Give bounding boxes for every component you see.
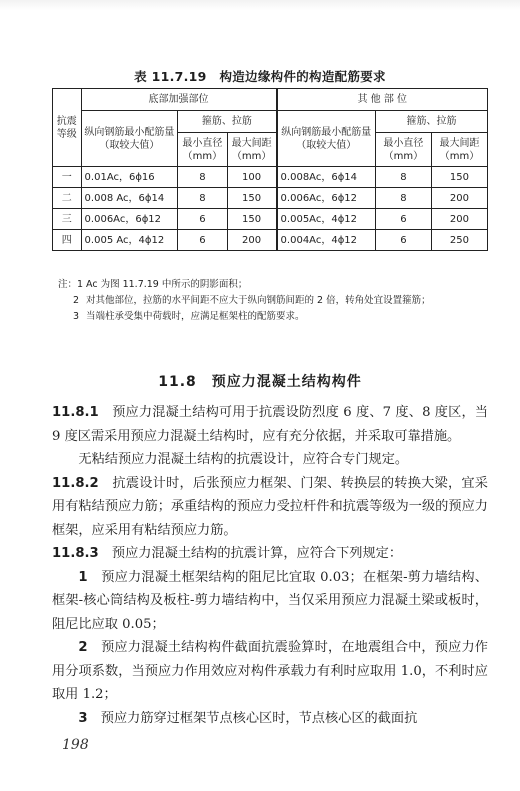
note-lead: 2 — [73, 295, 80, 306]
bottom-spacing-cell: 150 — [227, 209, 276, 230]
bottom-long-cell: 0.01Ac，6ϕ16 — [81, 167, 178, 188]
clause-paragraph — [52, 472, 488, 543]
clause-number: 11.8.3 — [52, 546, 99, 561]
other-dia-cell: 6 — [375, 209, 431, 230]
item-text: 预应力筋穿过框架节点核心区时，节点核心区的截面抗 — [87, 710, 418, 726]
clause-text: 抗震设计时，后张预应力框架、门架、转换层的转换大梁，宜采用有粘结预应力筋；承重结构的预应力受拉杆件和抗震等级为一级的预应力框架，应采用有粘结预应力筋。 — [52, 475, 488, 538]
other-long-cell: 0.005Ac，4ϕ12 — [277, 209, 376, 230]
scan-edge — [0, 0, 520, 10]
page-number: 198 — [62, 737, 89, 753]
bottom-long-cell: 0.006Ac，6ϕ12 — [81, 209, 178, 230]
table-row — [53, 209, 488, 230]
clause-paragraph — [52, 542, 488, 566]
bottom-dia-cell: 6 — [178, 230, 227, 251]
note-lead: 3 — [73, 311, 80, 322]
other-stirrup-header: 箍筋、拉筋 — [375, 111, 487, 133]
bottom-dia-cell: 8 — [178, 188, 227, 209]
bottom-long-bar-header: 纵向钢筋最小配筋量（取较大值） — [81, 111, 178, 167]
note-text: 当端柱承受集中荷载时，应满足框架柱的配筋要求。 — [86, 311, 305, 322]
grade-cell: 四 — [53, 230, 82, 251]
other-long-cell: 0.004Ac，4ϕ12 — [277, 230, 376, 251]
other-dia-cell: 6 — [375, 230, 431, 251]
bottom-spacing-cell: 200 — [227, 230, 276, 251]
table-row — [53, 167, 488, 188]
table-notes — [58, 277, 488, 325]
clause-number: 11.8.1 — [52, 405, 99, 420]
clause-item — [52, 636, 488, 707]
other-long-bar-header: 纵向钢筋最小配筋量（取较大值） — [277, 111, 376, 167]
bottom-spacing-cell: 150 — [227, 188, 276, 209]
body-text — [52, 401, 488, 730]
bottom-dia-cell: 6 — [178, 209, 227, 230]
note-item — [58, 309, 488, 325]
grade-header: 抗震等级 — [53, 89, 82, 167]
note-item — [58, 277, 488, 293]
item-number: 1 — [78, 569, 88, 585]
section-title: 11.8 预应力混凝土结构构件 — [158, 374, 362, 390]
grade-cell: 三 — [53, 209, 82, 230]
grade-cell: 一 — [53, 167, 82, 188]
item-number: 2 — [78, 640, 88, 655]
other-spacing-cell: 200 — [431, 209, 487, 230]
bottom-long-cell: 0.008 Ac，6ϕ14 — [81, 188, 178, 209]
bottom-max-spacing-header: 最大间距（mm） — [227, 133, 276, 167]
item-number: 3 — [78, 710, 88, 726]
clause-text: 无粘结预应力混凝土结构的抗震设计，应符合专门规定。 — [78, 452, 409, 467]
note-text: 对其他部位，拉筋的水平间距不应大于纵向钢筋间距的 2 倍，转角处宜设置箍筋； — [86, 295, 431, 306]
clause-item — [52, 707, 488, 731]
other-dia-cell: 8 — [375, 188, 431, 209]
table-row — [53, 188, 488, 209]
other-max-spacing-header: 最大间距（mm） — [431, 133, 487, 167]
other-spacing-cell: 200 — [431, 188, 487, 209]
other-min-diameter-header: 最小直径（mm） — [375, 133, 431, 167]
bottom-min-diameter-header: 最小直径（mm） — [178, 133, 227, 167]
clause-paragraph — [52, 401, 488, 448]
note-text: Ac 为图 11.7.19 中所示的阴影面积； — [86, 279, 248, 290]
clause-item — [52, 566, 488, 637]
note-lead: 注：1 — [58, 279, 84, 290]
table-title: 表 11.7.19 构造边缘构件的构造配筋要求 — [134, 69, 386, 84]
clause-number: 11.8.2 — [52, 475, 99, 491]
bottom-spacing-cell: 100 — [227, 167, 276, 188]
item-text: 预应力混凝土结构构件截面抗震验算时，在地震组合中，预应力作用分项系数，当预应力作用效应对构件承载力有利时应取用 1.0，不利时应取用 1.2； — [52, 640, 488, 702]
other-long-cell: 0.008Ac，6ϕ14 — [277, 167, 376, 188]
other-group-header: 其 他 部 位 — [277, 89, 488, 111]
clause-paragraph — [52, 448, 488, 472]
other-long-cell: 0.006Ac，6ϕ12 — [277, 188, 376, 209]
item-text: 预应力混凝土框架结构的阻尼比宜取 0.03；在框架-剪力墙结构、框架-核心筒结构及板柱-剪力墙结构中，当仅采用预应力混凝土梁或板时，阻尼比应取 0.05； — [52, 569, 488, 632]
bottom-stirrup-header: 箍筋、拉筋 — [178, 111, 277, 133]
other-spacing-cell: 150 — [431, 167, 487, 188]
note-item — [58, 293, 488, 309]
other-spacing-cell: 250 — [431, 230, 487, 251]
clause-text: 预应力混凝土结构的抗震计算，应符合下列规定： — [98, 546, 403, 561]
clause-text: 预应力混凝土结构可用于抗震设防烈度 6 度、7 度、8 度区，当 9 度区需采用预应力混凝土结构时，应有充分依据，并采取可靠措施。 — [52, 405, 488, 444]
reinforcement-table — [52, 88, 488, 251]
bottom-group-header: 底部加强部位 — [81, 89, 277, 111]
other-dia-cell: 8 — [375, 167, 431, 188]
table-row — [53, 230, 488, 251]
bottom-long-cell: 0.005 Ac，4ϕ12 — [81, 230, 178, 251]
grade-cell: 二 — [53, 188, 82, 209]
bottom-dia-cell: 8 — [178, 167, 227, 188]
